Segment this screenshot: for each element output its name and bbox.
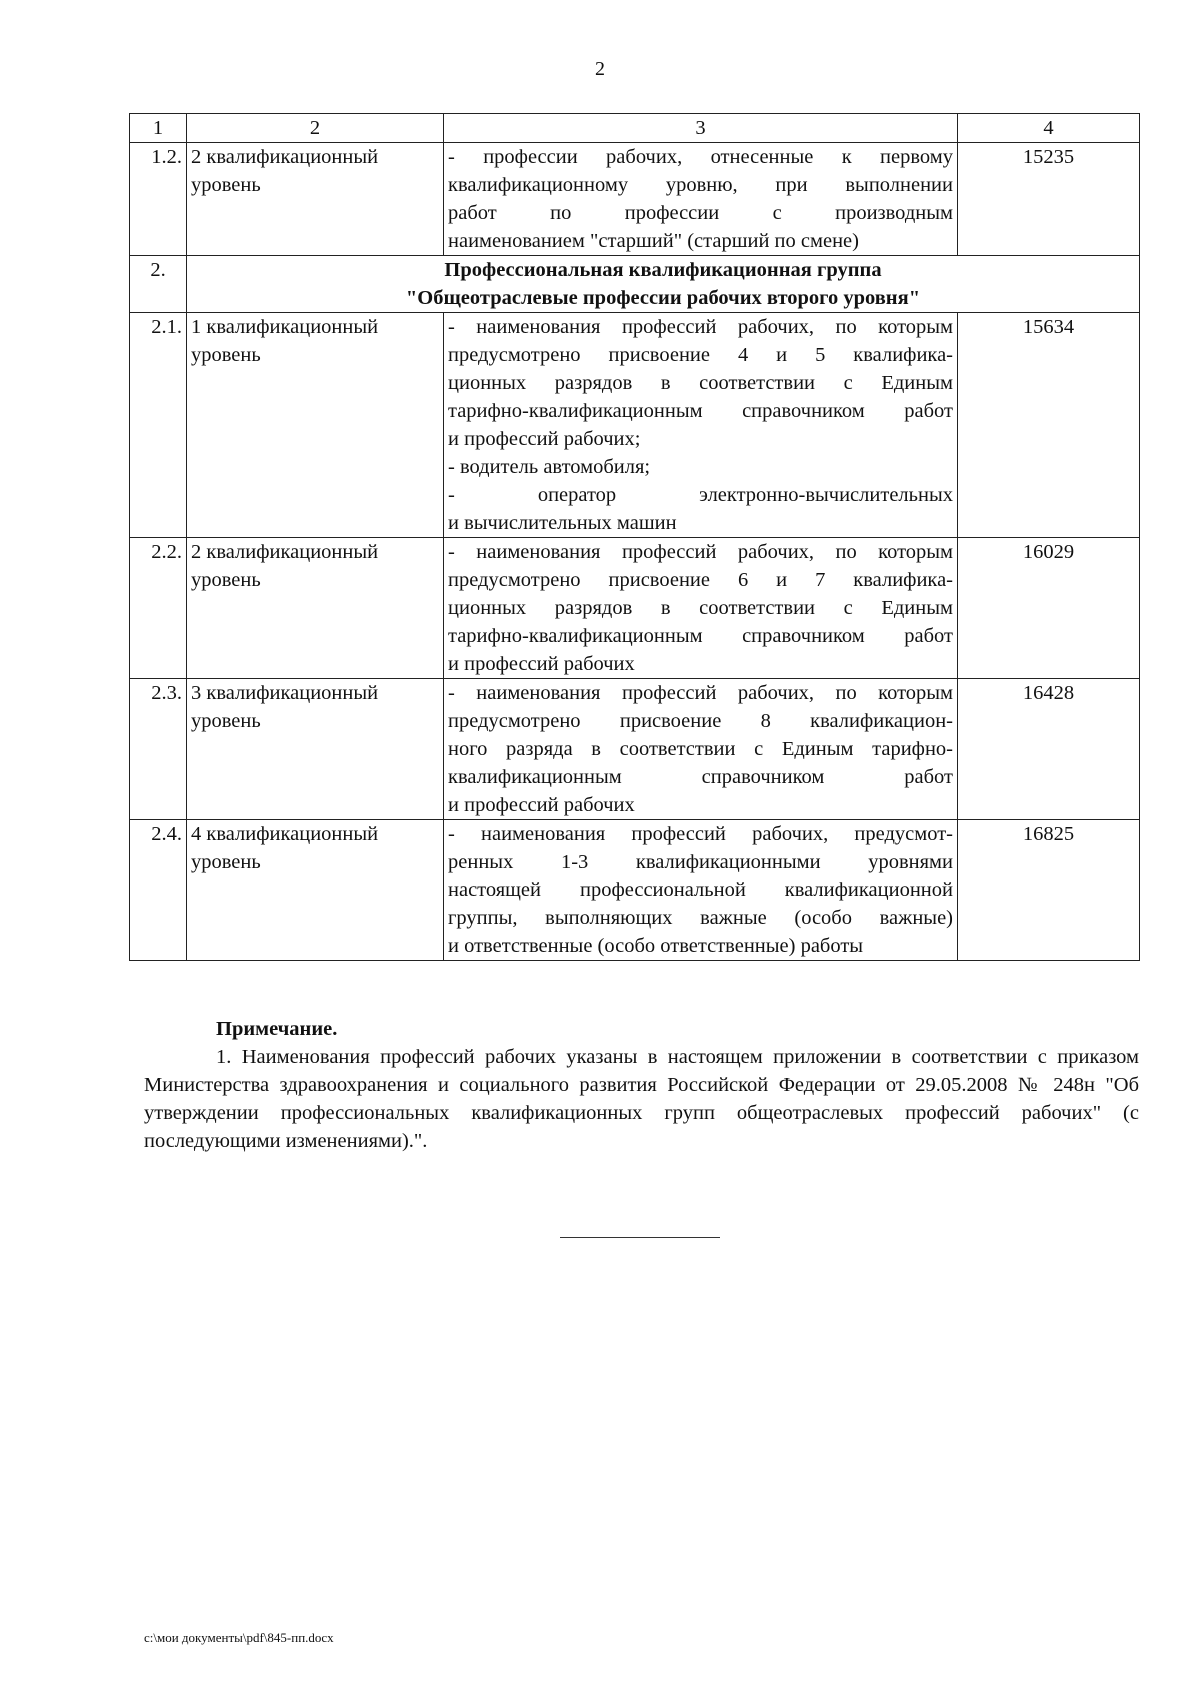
- table-row: [130, 313, 1140, 538]
- description-line: ционных разрядов в соответствии с Единым: [448, 597, 953, 619]
- description-line: группы, выполняющих важные (особо важные): [448, 907, 953, 929]
- value-cell: 15235: [958, 143, 1140, 256]
- description-line: - оператор электронно-вычислительных: [448, 484, 953, 506]
- description-line: квалификационным справочником работ: [448, 766, 953, 788]
- description-line: - водитель автомобиля;: [448, 456, 651, 478]
- group-title-line: Профессиональная квалификационная группа: [444, 259, 882, 281]
- group-title-cell: [187, 256, 1140, 313]
- note-title: Примечание.: [216, 1018, 338, 1040]
- header-cell: 3: [444, 114, 958, 143]
- header-cell: 4: [958, 114, 1140, 143]
- level-cell: 4 квалификационный уровень: [187, 820, 444, 961]
- value-cell: 16825: [958, 820, 1140, 961]
- row-number-cell: 2.3.: [130, 679, 187, 820]
- description-cell: [444, 143, 958, 256]
- row-number-cell: 1.2.: [130, 143, 187, 256]
- description-line: - наименования профессий рабочих, по которым: [448, 316, 953, 338]
- description-line: ционных разрядов в соответствии с Единым: [448, 372, 953, 394]
- description-line: работ по профессии с производным: [448, 202, 953, 224]
- description-line: ренных 1-3 квалификационными уровнями: [448, 851, 953, 873]
- description-line: и вычислительных машин: [448, 512, 677, 534]
- table-row: [130, 143, 1140, 256]
- header-cell: 1: [130, 114, 187, 143]
- description-line: и профессий рабочих: [448, 653, 635, 675]
- table-row: [130, 679, 1140, 820]
- description-line: - наименования профессий рабочих, по которым: [448, 682, 953, 704]
- table-row: [130, 538, 1140, 679]
- level-cell: 2 квалификационный уровень: [187, 143, 444, 256]
- description-line: предусмотрено присвоение 4 и 5 квалифика-: [448, 344, 953, 366]
- description-line: квалификационному уровню, при выполнении: [448, 174, 953, 196]
- value-cell: 16428: [958, 679, 1140, 820]
- description-line: предусмотрено присвоение 8 квалификацион-: [448, 710, 953, 732]
- value-cell: 15634: [958, 313, 1140, 538]
- description-line: тарифно-квалификационным справочником работ: [448, 400, 953, 422]
- group-header-row: [130, 256, 1140, 313]
- description-line: наименованием "старший" (старший по смене): [448, 230, 859, 252]
- row-number-cell: 2.1.: [130, 313, 187, 538]
- description-cell: [444, 313, 958, 538]
- description-cell: [444, 820, 958, 961]
- separator-line: [560, 1237, 720, 1238]
- note-text: 1. Наименования профессий рабочих указаны в настоящем приложении в соответствии с приказом Министерства здравоохранения и социального развития Российской Федерации от 29.05.2008 № 248н "Об утверждении профессиональных квалификационных групп общеотраслевых профессий рабочих" (с последующими изменениями).".: [144, 1046, 1139, 1152]
- description-line: - наименования профессий рабочих, по которым: [448, 541, 953, 563]
- description-line: - профессии рабочих, отнесенные к первому: [448, 146, 953, 168]
- description-line: и ответственные (особо ответственные) работы: [448, 935, 864, 957]
- level-cell: 3 квалификационный уровень: [187, 679, 444, 820]
- description-line: ного разряда в соответствии с Единым тарифно-: [448, 738, 953, 760]
- level-cell: 2 квалификационный уровень: [187, 538, 444, 679]
- table-header-row: [130, 114, 1140, 143]
- description-cell: [444, 538, 958, 679]
- description-cell: [444, 679, 958, 820]
- qualification-table: [129, 113, 1140, 961]
- description-line: и профессий рабочих: [448, 794, 635, 816]
- group-title-line: "Общеотраслевые профессии рабочих второго уровня": [405, 287, 921, 309]
- group-number-cell: 2.: [130, 256, 187, 313]
- footer-file-path: c:\мои документы\pdf\845-пп.docx: [144, 1630, 334, 1645]
- description-line: - наименования профессий рабочих, предусмот-: [448, 823, 953, 845]
- level-cell: 1 квалификационный уровень: [187, 313, 444, 538]
- description-line: тарифно-квалификационным справочником работ: [448, 625, 953, 647]
- value-cell: 16029: [958, 538, 1140, 679]
- page-number: 2: [595, 58, 605, 80]
- table-row: [130, 820, 1140, 961]
- description-line: и профессий рабочих;: [448, 428, 641, 450]
- description-line: настоящей профессиональной квалификационной: [448, 879, 953, 901]
- description-line: предусмотрено присвоение 6 и 7 квалифика-: [448, 569, 953, 591]
- row-number-cell: 2.2.: [130, 538, 187, 679]
- header-cell: 2: [187, 114, 444, 143]
- note-section: [144, 1015, 1139, 1155]
- row-number-cell: 2.4.: [130, 820, 187, 961]
